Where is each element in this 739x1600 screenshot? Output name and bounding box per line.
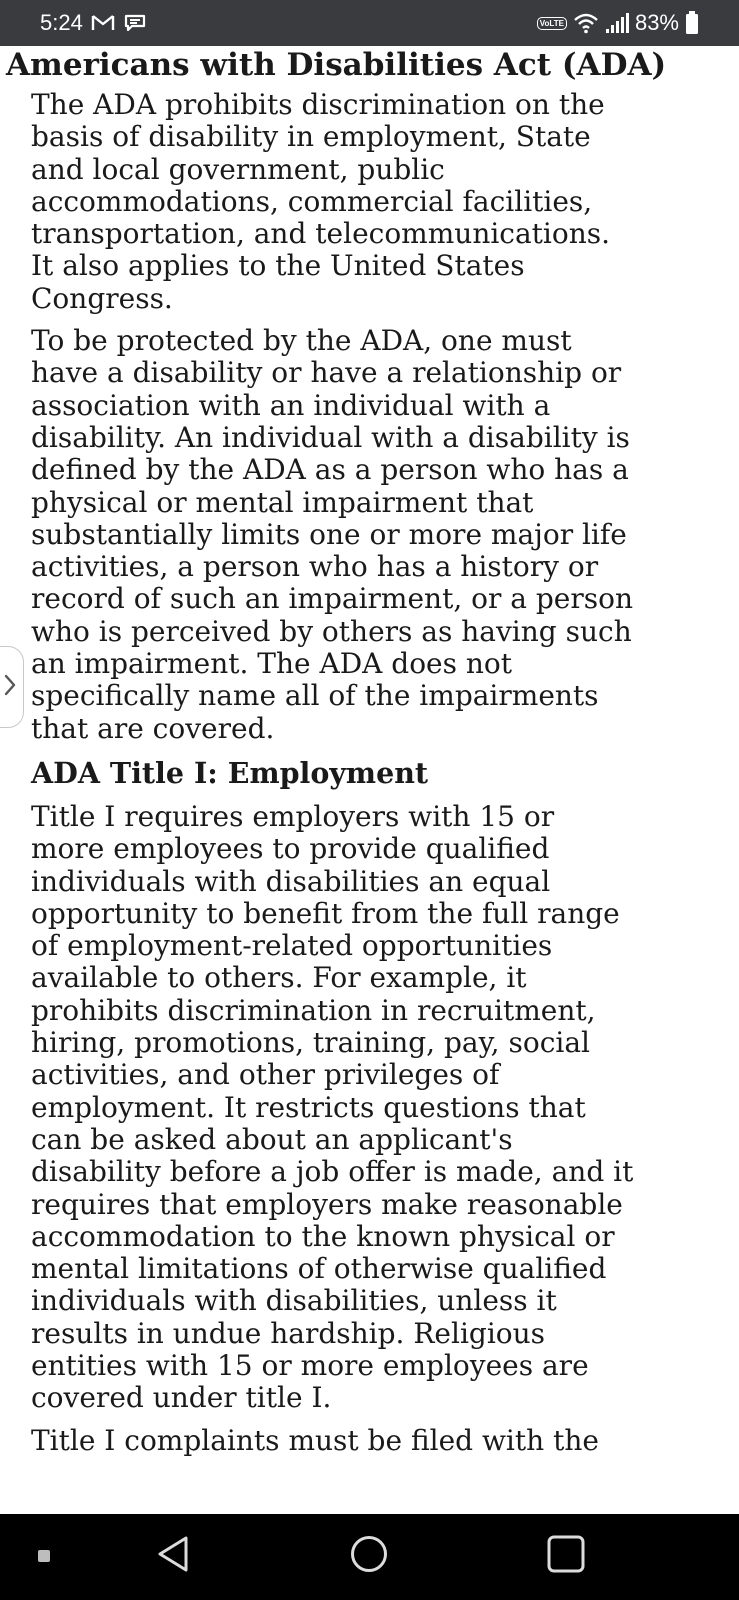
article-paragraph: The ADA prohibits discrimination on the basis of disability in employment, State and local government, public accommodations, commercial facilities, transportation, and telecommunications. It also applies to the United States Congress. xyxy=(31,88,611,315)
article-paragraph: To be protected by the ADA, one must have a disability or have a relationship or association with an individual with a disability. An individual with a disability is defined by the ADA as a person who has a physical or mental impairment that substantially limits one or more major life activities, a person who has a history or record of such an impairment, or a person who is perceived by others as having such an impairment. The ADA does not specifically name all of the impairments that are covered. xyxy=(31,324,634,745)
back-button[interactable] xyxy=(154,1534,192,1578)
article-paragraph: Title I complaints must be filed with the xyxy=(31,1423,599,1457)
article-paragraph: Title I requires employers with 15 or more employees to provide qualified individuals with disabilities an equal opportunity to benefit from the full range of employment-related opportunities available to others. For example, it prohibits discrimination in recruitment, hiring, promotions, training, pay, social activities, and other privileges of employment. It restricts questions that can be asked about an applicant's disability before a job offer is made, and it requires that employers make reasonable accommodation to the known physical or mental limitations of otherwise qualified individuals with disabilities, unless it results in undue hardship. Religious entities with 15 or more employees are covered under title I. xyxy=(31,799,634,1415)
side-panel-handle[interactable] xyxy=(0,646,24,728)
wifi-icon xyxy=(573,12,599,34)
volte-icon: VoLTE xyxy=(537,17,567,30)
status-bar xyxy=(0,0,739,46)
menu-dot-button[interactable] xyxy=(38,1547,50,1566)
home-button[interactable] xyxy=(350,1535,388,1577)
signal-icon xyxy=(605,12,629,34)
navigation-bar xyxy=(0,1514,739,1600)
article-body xyxy=(31,89,636,1467)
battery-icon xyxy=(685,11,699,35)
status-left xyxy=(40,10,147,36)
page-title: Americans with Disabilities Act (ADA) xyxy=(6,47,667,83)
recents-button[interactable] xyxy=(547,1535,585,1577)
section-heading: ADA Title I: Employment xyxy=(31,755,429,790)
status-time: 5:24 xyxy=(40,10,83,35)
battery-percent: 83% xyxy=(634,10,679,35)
message-icon xyxy=(123,13,147,33)
status-right xyxy=(537,10,699,36)
chevron-right-icon xyxy=(3,672,17,702)
article-view[interactable] xyxy=(0,46,739,1514)
gmail-icon xyxy=(91,14,115,32)
